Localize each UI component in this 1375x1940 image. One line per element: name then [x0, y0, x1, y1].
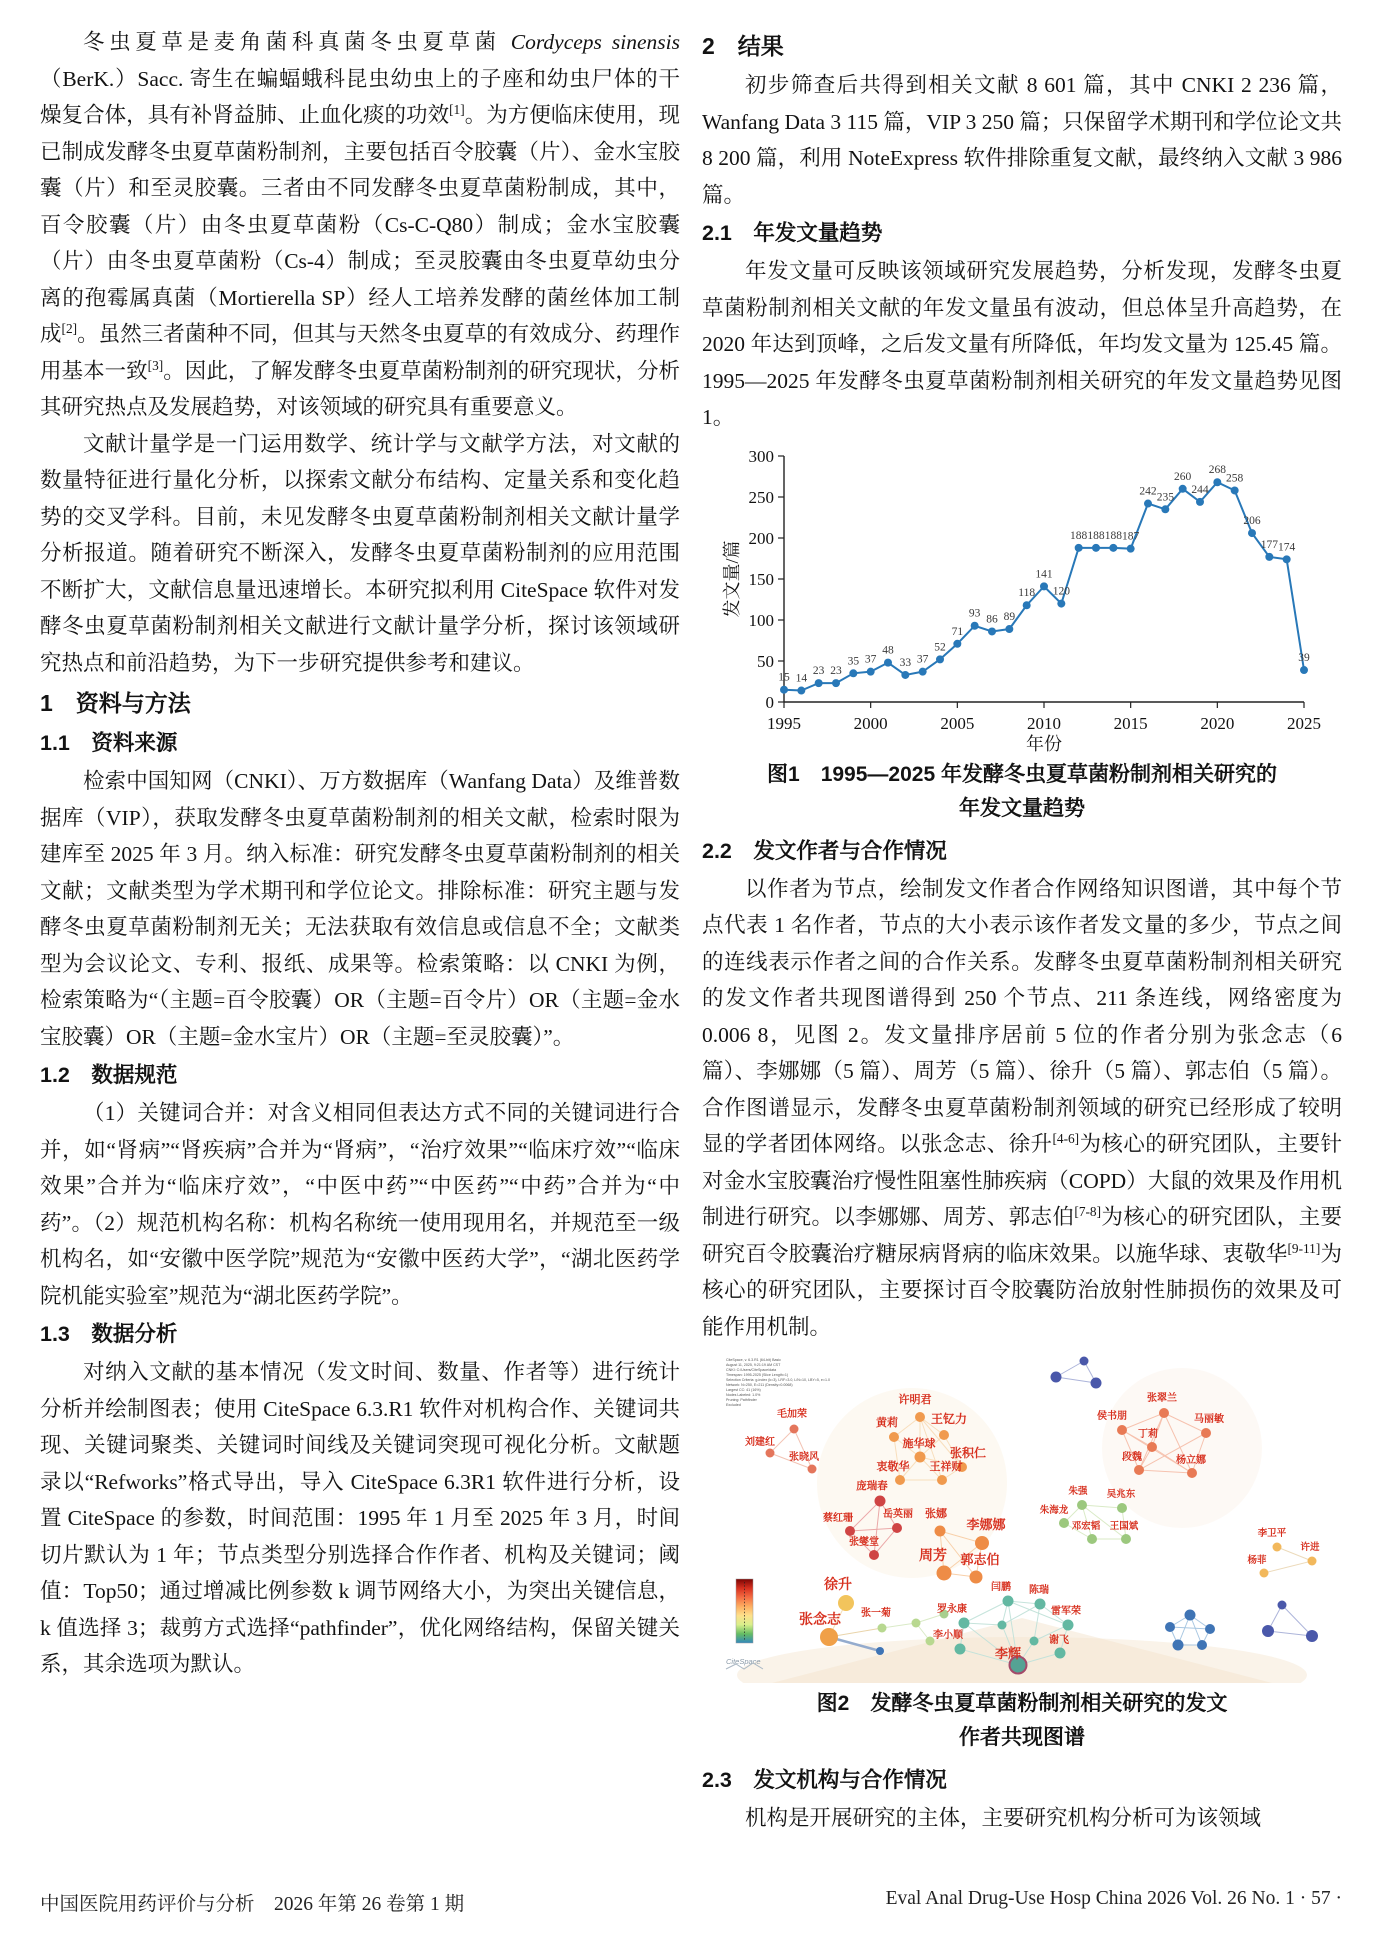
section-heading-2: 2 结果 [702, 33, 784, 59]
svg-text:罗永康: 罗永康 [937, 1604, 967, 1615]
svg-text:CiteSpace: CiteSpace [726, 1657, 761, 1666]
svg-text:邓宏韬: 邓宏韬 [1071, 1521, 1101, 1532]
section-heading-2-1: 2.1 年发文量趋势 [702, 221, 883, 245]
svg-text:王钇力: 王钇力 [930, 1412, 968, 1426]
svg-text:吴兆东: 吴兆东 [1106, 1489, 1136, 1500]
svg-text:50: 50 [757, 651, 774, 671]
section-heading-1: 1 资料与方法 [40, 690, 191, 716]
svg-text:177: 177 [1260, 538, 1278, 551]
svg-text:268: 268 [1208, 463, 1226, 476]
svg-text:48: 48 [882, 644, 894, 657]
svg-text:150: 150 [748, 569, 774, 589]
svg-text:258: 258 [1226, 471, 1244, 484]
svg-text:蔡红珊: 蔡红珊 [823, 1513, 853, 1524]
svg-text:张燮堂: 张燮堂 [849, 1537, 879, 1548]
svg-text:23: 23 [830, 664, 842, 677]
svg-text:段魏: 段魏 [1122, 1452, 1142, 1463]
svg-text:141: 141 [1035, 567, 1053, 580]
svg-text:200: 200 [748, 528, 774, 548]
svg-text:37: 37 [916, 653, 929, 666]
svg-text:张娜: 张娜 [925, 1508, 947, 1520]
svg-text:张翠兰: 张翠兰 [1147, 1393, 1177, 1404]
svg-text:CNKI: C:/Users/CiteSpace/data: CNKI: C:/Users/CiteSpace/data [726, 1368, 777, 1372]
svg-text:谢飞: 谢飞 [1049, 1635, 1069, 1646]
svg-text:王祥财: 王祥财 [929, 1461, 963, 1473]
svg-text:Network: N=250, E=211 (Density: Network: N=250, E=211 (Density=0.0068) [726, 1383, 793, 1387]
svg-text:郭志伯: 郭志伯 [960, 1552, 1000, 1567]
svg-text:许明君: 许明君 [898, 1394, 932, 1406]
svg-text:14: 14 [795, 672, 808, 685]
svg-text:徐升: 徐升 [824, 1576, 852, 1592]
svg-text:2000: 2000 [853, 713, 888, 733]
svg-text:CiteSpace, v. 6.3.R1 (64-bit): CiteSpace, v. 6.3.R1 (64-bit) Basic [726, 1358, 781, 1362]
svg-text:庞瑞春: 庞瑞春 [856, 1480, 888, 1492]
paragraph-intro-1: 冬虫夏草是麦角菌科真菌冬虫夏草菌 Cordyceps sinensis（BerK.）Sacc. 寄生在蝙蝠蛾科昆虫幼虫上的子座和幼虫尸体的干燥复合体，具有补肾益肺、止血化痰的功效[1]。为方便临床使用，现已制成发酵冬虫夏草菌粉制剂，主要包括百令胶囊（片）、金水宝胶囊（片）和至灵胶囊。三者由不同发酵冬虫夏草菌粉制成，其中，百令胶囊（片）由冬虫夏草菌粉（Cs-C-Q80）制成；金水宝胶囊（片）由冬虫夏草菌粉（Cs-4）制成；至灵胶囊由冬虫夏草幼虫分离的孢霉属真菌（Mortierella SP）经人工培养发酵的菌丝体加工制成[2]。虽然三者菌种不同，但其与天然冬虫夏草的有效成分、药理作用基本一致[3]。因此，了解发酵冬虫夏草菌粉制剂的研究现状，分析其研究热点及发展趋势，对该领域的研究具有重要意义。 [40, 30, 680, 419]
svg-text:39: 39 [1298, 651, 1310, 664]
svg-text:2015: 2015 [1113, 713, 1148, 733]
svg-text:33: 33 [899, 656, 912, 669]
section-heading-2-3: 2.3 发文机构与合作情况 [702, 1768, 947, 1792]
svg-text:Pruning: Pathfinder: Pruning: Pathfinder [726, 1398, 757, 1402]
section-heading-2-2: 2.2 发文作者与合作情况 [702, 838, 947, 863]
svg-text:2020: 2020 [1200, 713, 1235, 733]
svg-text:93: 93 [968, 607, 981, 620]
svg-text:Excluded: Excluded [726, 1403, 741, 1407]
svg-text:马丽敏: 马丽敏 [1194, 1414, 1224, 1425]
paragraph-data-source: 检索中国知网（CNKI）、万方数据库（Wanfang Data）及维普数据库（VIP），获取发酵冬虫夏草菌粉制剂的相关文献，检索时限为建库至 2025 年 3 月。纳入标准：研究发酵冬虫夏草菌粉制剂的相关文献；文献类型为学术期刊和学位论文。排除标准：研究主题与发酵冬虫夏草菌粉制剂无关；无法获取有效信息或信息不全；文献类型为会议论文、专利、报纸、成果等。检索策略：以 CNKI 为例，检索策略为“（主题=百令胶囊）OR（主题=百令片）OR（主题=金水宝胶囊）OR（主题=金水宝片）OR（主题=至灵胶囊）”。 [40, 769, 680, 1049]
svg-text:许进: 许进 [1300, 1542, 1320, 1553]
svg-text:年份: 年份 [1026, 733, 1062, 754]
paragraph-data-analysis: 对纳入文献的基本情况（发文时间、数量、作者等）进行统计分析并绘制图表；使用 CiteSpace 6.3.R1 软件对机构合作、关键词共现、关键词聚类、关键词时间线及关键词突现可视化分析。文献题录以“Refworks”格式导出，导入 CiteSpace 6.3R1 软件进行分析，设置 CiteSpace 的参数，时间范围：1995 年 1 月至 2025 年 3 月，时间切片默认为 1 年；节点类型分别选择合作作者、机构及关键词；阈值：Top50；通过增减比例参数 k 调节网络大小，为突出关键信息，k 值选择 3；裁剪方式选择“pathfinder”，优化网络结构，保留关键关系，其余选项为默认。 [40, 1360, 680, 1676]
right-column [702, 24, 1342, 1837]
svg-text:发文量/篇: 发文量/篇 [722, 539, 742, 618]
svg-text:王国斌: 王国斌 [1109, 1521, 1139, 1532]
svg-text:2005: 2005 [940, 713, 975, 733]
svg-text:Timespan: 1995-2025 (Slice Len: Timespan: 1995-2025 (Slice Length=1) [726, 1373, 789, 1377]
svg-text:174: 174 [1278, 540, 1296, 553]
svg-text:89: 89 [1003, 610, 1016, 623]
figure2-caption [702, 1687, 1342, 1755]
svg-text:244: 244 [1191, 483, 1209, 496]
section-heading-1-3: 1.3 数据分析 [40, 1322, 178, 1346]
svg-text:235: 235 [1156, 490, 1174, 503]
svg-text:衷敬华: 衷敬华 [876, 1461, 910, 1473]
svg-text:206: 206 [1243, 514, 1261, 527]
svg-text:丁莉: 丁莉 [1138, 1429, 1158, 1440]
svg-text:周芳: 周芳 [919, 1547, 947, 1563]
svg-text:闫鹏: 闫鹏 [991, 1582, 1011, 1593]
svg-text:187: 187 [1122, 530, 1140, 543]
svg-text:岳英丽: 岳英丽 [883, 1509, 913, 1520]
section-heading-1-2: 1.2 数据规范 [40, 1063, 178, 1087]
figure1-line-chart [702, 444, 1342, 754]
annual-publications-chart [722, 444, 1322, 754]
svg-text:黄莉: 黄莉 [876, 1417, 898, 1429]
paragraph-annual-trend: 年发文量可反映该领域研究发展趋势，分析发现，发酵冬虫夏草菌粉制剂相关文献的年发文量虽有波动，但总体呈升高趋势，在 2020 年达到顶峰，之后发文量有所降低，年均发文量为 125.45 篇。1995—2025 年发酵冬虫夏草菌粉制剂相关研究的年发文量趋势见图 1。 [702, 259, 1342, 429]
svg-text:张念志: 张念志 [799, 1611, 841, 1627]
svg-text:188: 188 [1070, 529, 1088, 542]
paragraph-institutions: 机构是开展研究的主体，主要研究机构分析可为该领域 [745, 1806, 1262, 1830]
svg-text:2010: 2010 [1027, 713, 1061, 733]
svg-text:120: 120 [1052, 585, 1070, 598]
svg-text:李娜娜: 李娜娜 [966, 1517, 1006, 1532]
svg-text:张晓风: 张晓风 [789, 1452, 819, 1463]
paragraph-results-overview: 初步筛查后共得到相关文献 8 601 篇，其中 CNKI 2 236 篇，Wanfang Data 3 115 篇，VIP 3 250 篇；只保留学术期刊和学位论文共 8 200 篇，利用 NoteExpress 软件排除重复文献，最终纳入文献 3 986 篇。 [702, 73, 1342, 207]
svg-text:100: 100 [748, 610, 774, 630]
svg-text:52: 52 [934, 640, 946, 653]
svg-text:August 11, 2025, 9:21:19 AM CS: August 11, 2025, 9:21:19 AM CST [726, 1363, 781, 1367]
left-column [40, 24, 680, 1837]
footer-journal-cn: 中国医院用药评价与分析 2026 年第 26 卷第 1 期 [40, 1894, 465, 1915]
paragraph-intro-2: 文献计量学是一门运用数学、统计学与文献学方法，对文献的数量特征进行量化分析，以探索文献分布结构、定量关系和变化趋势的交叉学科。目前，未见发酵冬虫夏草菌粉制剂相关文献计量学分析报道。随着研究不断深入，发酵冬虫夏草菌粉制剂的应用范围不断扩大，文献信息量迅速增长。本研究拟利用 CiteSpace 软件对发酵冬虫夏草菌粉制剂相关文献进行文献计量学分析，探讨该领域研究热点和前沿趋势，为下一步研究提供参考和建议。 [40, 431, 680, 675]
figure1-caption [702, 758, 1342, 826]
paragraph-authors-cooperation: 以作者为节点，绘制发文作者合作网络知识图谱，其中每个节点代表 1 名作者，节点的大小表示该作者发文量的多少，节点之间的连线表示作者之间的合作关系。发酵冬虫夏草菌粉制剂相关研究的发文作者共现图谱得到 250 个节点、211 条连线，网络密度为 0.006 8，见图 2。发文量排序居前 5 位的作者分别为张念志（6 篇）、李娜娜（5 篇）、周芳（5 篇）、徐升（5 篇）、郭志伯（5 篇）。合作图谱显示，发酵冬虫夏草菌粉制剂领域的研究已经形成了较明显的学者团体网络。以张念志、徐升[4-6]为核心的研究团队，主要针对金水宝胶囊治疗慢性阻塞性肺疾病（COPD）大鼠的效果及作用机制进行研究。以李娜娜、周芳、郭志伯[7-8]为核心的研究团队，主要研究百令胶囊治疗糖尿病肾病的临床效果。以施华球、衷敬华[9-11]为核心的研究团队，主要探讨百令胶囊防治放射性肺损伤的效果及可能作用机制。 [702, 876, 1342, 1339]
svg-text:杨立娜: 杨立娜 [1176, 1455, 1206, 1466]
svg-text:Largest CC: 41 (16%): Largest CC: 41 (16%) [726, 1388, 761, 1392]
svg-text:250: 250 [748, 487, 774, 507]
svg-text:71: 71 [951, 625, 964, 638]
svg-text:35: 35 [847, 654, 860, 667]
svg-text:李辉: 李辉 [994, 1646, 1022, 1661]
svg-text:188: 188 [1087, 529, 1105, 542]
figure2-caption-line1: 图2 发酵冬虫夏草菌粉制剂相关研究的发文 [816, 1692, 1228, 1715]
svg-text:朱海龙: 朱海龙 [1039, 1505, 1069, 1516]
figure2-caption-line2: 作者共现图谱 [959, 1726, 1085, 1749]
figure1-caption-line2: 年发文量趋势 [959, 796, 1085, 820]
svg-text:张积仁: 张积仁 [949, 1446, 987, 1460]
svg-text:张一菊: 张一菊 [861, 1608, 891, 1619]
figure2-network-map [702, 1353, 1342, 1683]
svg-text:0: 0 [765, 692, 774, 712]
svg-text:15: 15 [778, 671, 790, 684]
svg-text:118: 118 [1018, 586, 1036, 599]
svg-text:雷军荣: 雷军荣 [1051, 1606, 1081, 1617]
svg-text:李卫平: 李卫平 [1257, 1528, 1287, 1539]
svg-text:23: 23 [812, 664, 825, 677]
svg-text:侯书朋: 侯书朋 [1097, 1411, 1127, 1422]
svg-text:Nodes Labeled: 1.0%: Nodes Labeled: 1.0% [726, 1393, 761, 1397]
svg-text:Selection Criteria: g-index (k: Selection Criteria: g-index (k=3), LRF=3.0, L/N=10, LBY=5, e=1.0 [726, 1378, 830, 1382]
footer-journal-en-page-number: Eval Anal Drug-Use Hosp China 2026 Vol. 26 No. 1 · 57 · [885, 1888, 1342, 1909]
svg-text:1995: 1995 [767, 713, 801, 733]
svg-text:37: 37 [864, 653, 877, 666]
svg-text:毛加荣: 毛加荣 [777, 1409, 807, 1420]
svg-text:86: 86 [986, 612, 998, 625]
figure1-caption-line1: 图1 1995—2025 年发酵冬虫夏草菌粉制剂相关研究的 [767, 762, 1277, 786]
paragraph-data-standard: （1）关键词合并：对含义相同但表达方式不同的关键词进行合并，如“肾病”“肾疾病”合并为“肾病”，“治疗效果”“临床疗效”“临床效果”合并为“临床疗效”，“中医中药”“中医药”“中药”合并为“中药”。（2）规范机构名称：机构名称统一使用现用名，并规范至一级机构名，如“安徽中医学院”规范为“安徽中医药大学”，“湖北医药学院机能实验室”规范为“湖北医药学院”。 [40, 1101, 680, 1308]
author-cooccurrence-network [712, 1353, 1332, 1683]
svg-text:陈瑞: 陈瑞 [1029, 1585, 1049, 1596]
section-heading-1-1: 1.1 资料来源 [40, 731, 178, 755]
svg-text:刘建红: 刘建红 [745, 1437, 775, 1448]
svg-text:300: 300 [748, 446, 774, 466]
svg-text:2025: 2025 [1287, 713, 1321, 733]
svg-text:260: 260 [1174, 470, 1192, 483]
svg-text:李小顺: 李小顺 [933, 1630, 963, 1641]
svg-text:242: 242 [1139, 485, 1157, 498]
svg-text:朱强: 朱强 [1068, 1486, 1088, 1497]
page-footer [40, 1888, 1342, 1916]
svg-text:188: 188 [1104, 529, 1122, 542]
svg-text:施华球: 施华球 [902, 1438, 936, 1450]
svg-text:杨菲: 杨菲 [1247, 1555, 1267, 1566]
